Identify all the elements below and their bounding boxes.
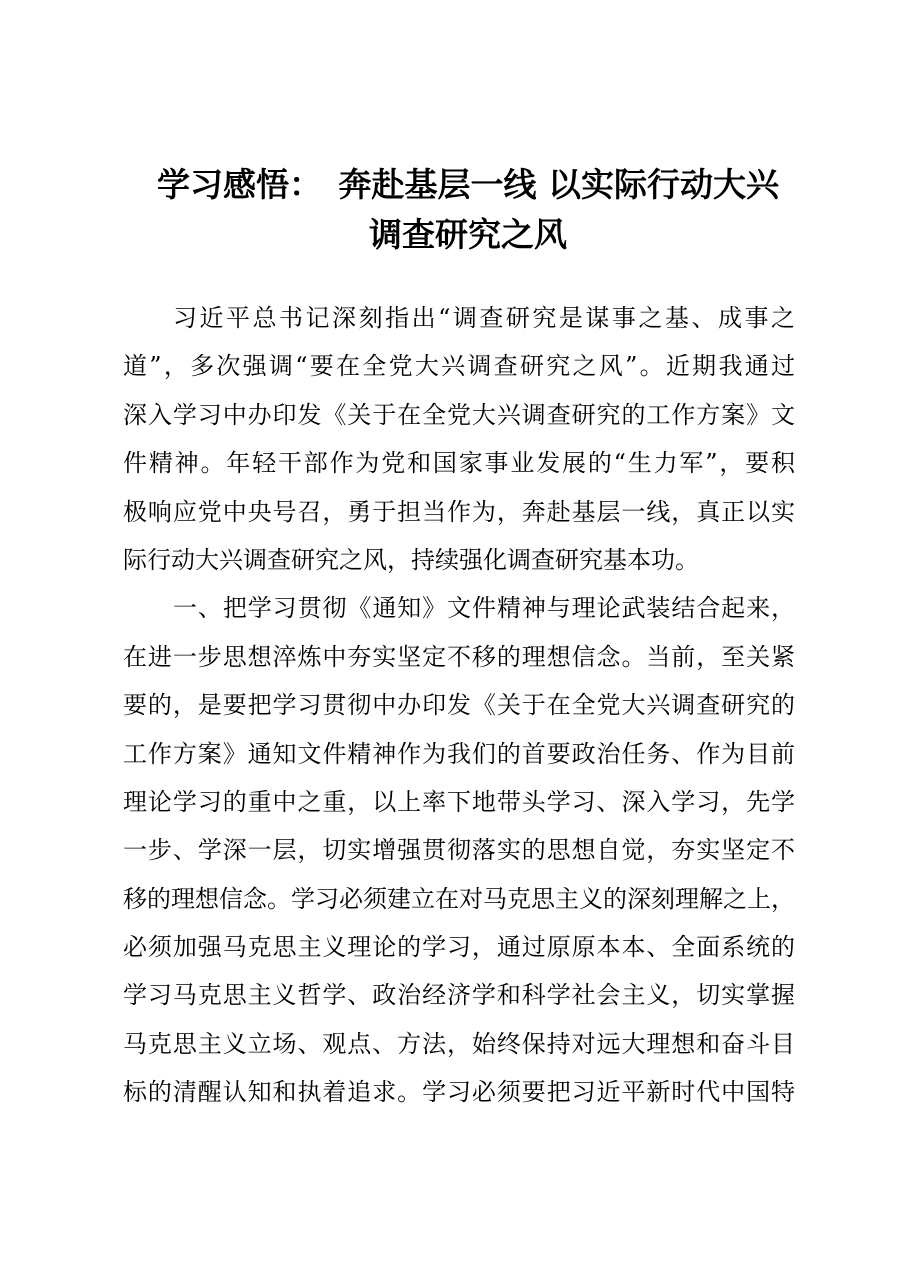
text-line: 极响应党中央号召，勇于担当作为，奔赴基层一线，真正以实 bbox=[123, 497, 795, 526]
title-line: 调查研究之风 bbox=[369, 215, 567, 254]
text-line: 马克思主义立场、观点、方法，始终保持对远大理想和奋斗目 bbox=[123, 1029, 795, 1058]
text-line: 件精神。年轻干部作为党和国家事业发展的“生力军”，要积 bbox=[123, 449, 795, 478]
paragraph bbox=[123, 584, 795, 1116]
text-line: 在进一步思想淬炼中夯实坚定不移的理想信念。当前，至关紧 bbox=[123, 642, 795, 671]
text-line: 移的理想信念。学习必须建立在对马克思主义的深刻理解之上， bbox=[123, 884, 795, 913]
text-line: 习近平总书记深刻指出“调查研究是谋事之基、成事之 bbox=[173, 304, 795, 332]
title-line: 学习感悟： 奔赴基层一线 以实际行动大兴 bbox=[157, 165, 779, 204]
text-line: 标的清醒认知和执着追求。学习必须要把习近平新时代中国特 bbox=[123, 1078, 795, 1107]
text-line: 道”，多次强调“要在全党大兴调查研究之风”。近期我通过 bbox=[123, 352, 795, 381]
document-body bbox=[123, 294, 795, 1117]
text-line: 必须加强马克思主义理论的学习，通过原原本本、全面系统的 bbox=[123, 933, 795, 962]
text-line: 一步、学深一层，切实增强贯彻落实的思想自觉，夯实坚定不 bbox=[123, 836, 795, 865]
text-line: 工作方案》通知文件精神作为我们的首要政治任务、作为目前 bbox=[123, 739, 795, 768]
document-title bbox=[118, 160, 818, 260]
text-line: 际行动大兴调查研究之风，持续强化调查研究基本功。 bbox=[123, 545, 699, 574]
text-line: 理论学习的重中之重，以上率下地带头学习、深入学习，先学 bbox=[123, 787, 795, 816]
text-line: 一、把学习贯彻《通知》文件精神与理论武装结合起来， bbox=[173, 594, 795, 623]
paragraph bbox=[123, 294, 795, 584]
text-line: 要的，是要把学习贯彻中办印发《关于在全党大兴调查研究的 bbox=[123, 691, 795, 720]
text-line: 学习马克思主义哲学、政治经济学和科学社会主义，切实掌握 bbox=[123, 981, 795, 1010]
text-line: 深入学习中办印发《关于在全党大兴调查研究的工作方案》文 bbox=[123, 400, 795, 429]
